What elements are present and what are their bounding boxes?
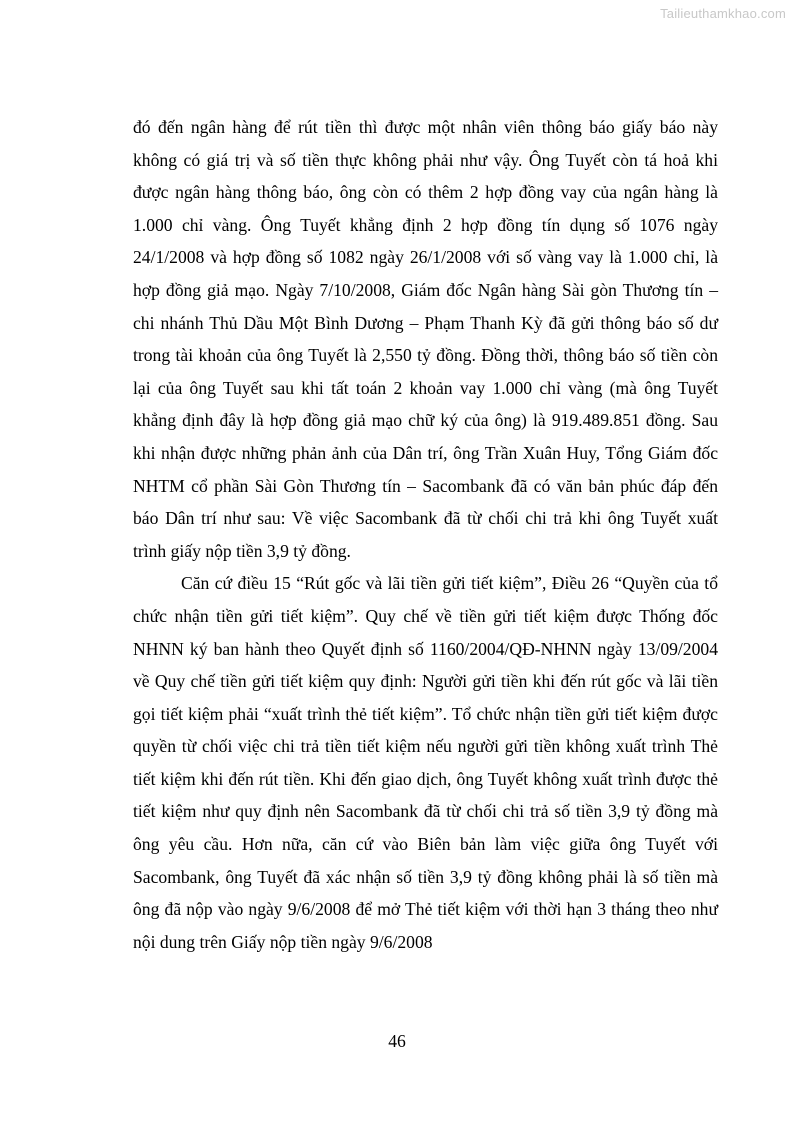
paragraph-regulation: Căn cứ điều 15 “Rút gốc và lãi tiền gửi tiết kiệm”, Điều 26 “Quyền của tổ chức nhận tiền gửi tiết kiệm”. Quy chế về tiền gửi tiết kiệm được Thống đốc NHNN ký ban hành theo Quyết định số 1160/2004/QĐ-NHNN ngày 13/09/2004 về Quy chế tiền gửi tiết kiệm quy định: Người gửi tiền khi đến rút gốc và lãi tiền gọi tiết kiệm phải “xuất trình thẻ tiết kiệm”. Tổ chức nhận tiền gửi tiết kiệm được quyền từ chối việc chi trả tiền tiết kiệm nếu người gửi tiền không xuất trình Thẻ tiết kiệm khi đến rút tiền. Khi đến giao dịch, ông Tuyết không xuất trình được thẻ tiết kiệm như quy định nên Sacombank đã từ chối chi trả số tiền 3,9 tỷ đồng mà ông yêu cầu. Hơn nữa, căn cứ vào Biên bản làm việc giữa ông Tuyết với Sacombank, ông Tuyết đã xác nhận số tiền 3,9 tỷ đồng không phải là số tiền mà ông đã nộp vào ngày 9/6/2008 để mở Thẻ tiết kiệm với thời hạn 3 tháng theo như nội dung trên Giấy nộp tiền ngày 9/6/2008: [133, 573, 718, 952]
page-number: 46: [388, 1031, 406, 1051]
document-body: [133, 111, 718, 958]
watermark-text: Tailieuthamkhao.com: [660, 6, 786, 21]
paragraph-continuation: đó đến ngân hàng để rút tiền thì được một nhân viên thông báo giấy báo này không có giá trị và số tiền thực không phải như vậy. Ông Tuyết còn tá hoả khi được ngân hàng thông báo, ông còn có thêm 2 hợp đồng vay của ngân hàng là 1.000 chỉ vàng. Ông Tuyết khẳng định 2 hợp đồng tín dụng số 1076 ngày 24/1/2008 và hợp đồng số 1082 ngày 26/1/2008 với số vàng vay là 1.000 chỉ, là hợp đồng giả mạo. Ngày 7/10/2008, Giám đốc Ngân hàng Sài gòn Thương tín – chi nhánh Thủ Dầu Một Bình Dương – Phạm Thanh Kỳ đã gửi thông báo số dư trong tài khoản của ông Tuyết là 2,550 tỷ đồng. Đồng thời, thông báo số tiền còn lại của ông Tuyết sau khi tất toán 2 khoản vay 1.000 chỉ vàng (mà ông Tuyết khẳng định đây là hợp đồng giả mạo chữ ký của ông) là 919.489.851 đồng. Sau khi nhận được những phản ảnh của Dân trí, ông Trần Xuân Huy, Tổng Giám đốc NHTM cổ phần Sài Gòn Thương tín – Sacombank đã có văn bản phúc đáp đến báo Dân trí như sau: Về việc Sacombank đã từ chối chi trả khi ông Tuyết xuất trình giấy nộp tiền 3,9 tỷ đồng.: [133, 117, 718, 561]
